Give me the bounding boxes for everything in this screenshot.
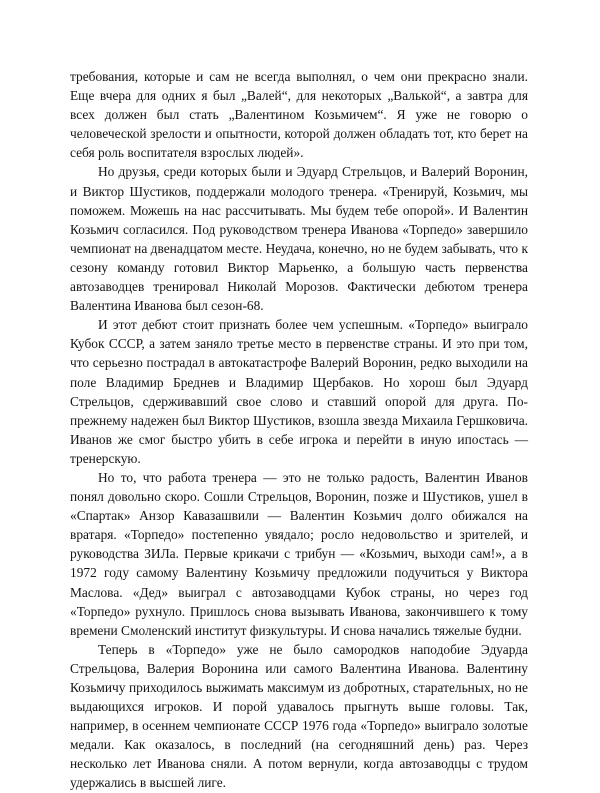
paragraph-3: И этот дебют стоит признать более чем успешным. «Торпедо» выиграло Кубок СССР, а затем заняло третье место в первенстве страны. И это при том, что серьезно пострадал в автокатастрофе Валерий Воронин, редко выходили на поле Владимир Бреднев и Владимир Щербаков. Но хорош был Эдуард Стрельцов, сдерживавший свое слово и ставший опорой для друга. По-прежнему надежен был Виктор Шустиков, взошла звезда Михаила Гершковича. Иванов же смог быстро убить в себе игрока и перейти в иную ипостась — тренерскую. [70, 317, 528, 466]
paragraph-4: Но то, что работа тренера — это не только радость, Валентин Иванов понял довольно скоро. Сошли Стрельцов, Воронин, позже и Шустиков, ушел в «Спартак» Анзор Кавазашвили — Валентин Козьмич долго обижался на вратаря. «Торпедо» постепенно увядало; росло недовольство и зрителей, и руководства ЗИЛа. Первые крикачи с трибун — «Козьмич, выходи сам!», а в 1972 году самому Валентину Козьмичу предложили подучиться у Виктора Маслова. «Дед» выиграл с автозаводцами Кубок страны, но через год «Торпедо» рухнуло. Пришлось снова вызывать Иванова, закончившего к тому времени Смоленский институт физкультуры. И снова начались тяжелые будни. [70, 469, 528, 638]
paragraph-1: требования, которые и сам не всегда выполнял, о чем они прекрасно знали. Еще вчера для одних я был „Валей“, для некоторых „Валькой“, а завтра для всех должен был стать „Валентином Козьмичем“. Я уже не говорю о человеческой зрелости и опытности, которой должен обладать тот, кто берет на себя роль воспитателя взрослых людей». [70, 69, 528, 161]
document-page [70, 67, 528, 793]
paragraph-5: Теперь в «Торпедо» уже не было самородков наподобие Эдуарда Стрельцова, Валерия Воронина или самого Валентина Иванова. Валентину Козьмичу приходилось выжимать максимум из добротных, старательных, но не выдающихся игроков. И порой удавалось прыгнуть выше головы. Так, например, в осеннем чемпионате СССР 1976 года «Торпедо» выиграло золотые медали. Как оказалось, в последний (на сегодняшний день) раз. Через несколько лет Иванова сняли. А потом вернули, когда автозаводцы с трудом удержались в высшей лиге. [70, 641, 528, 791]
paragraph-2: Но друзья, среди которых были и Эдуард Стрельцов, и Валерий Воронин, и Виктор Шустиков, поддержали молодого тренера. «Тренируй, Козьмич, мы поможем. Можешь на нас рассчитывать. Мы будем тебе опорой». И Валентин Козьмич согласился. Под руководством тренера Иванова «Торпедо» завершило чемпионат на двенадцатом месте. Неудача, конечно, но не будем забывать, что к сезону команду готовил Виктор Марьенко, а большую часть первенства автозаводцев тренировал Николай Морозов. Фактически дебютом тренера Валентина Иванова был сезон-68. [70, 164, 528, 314]
